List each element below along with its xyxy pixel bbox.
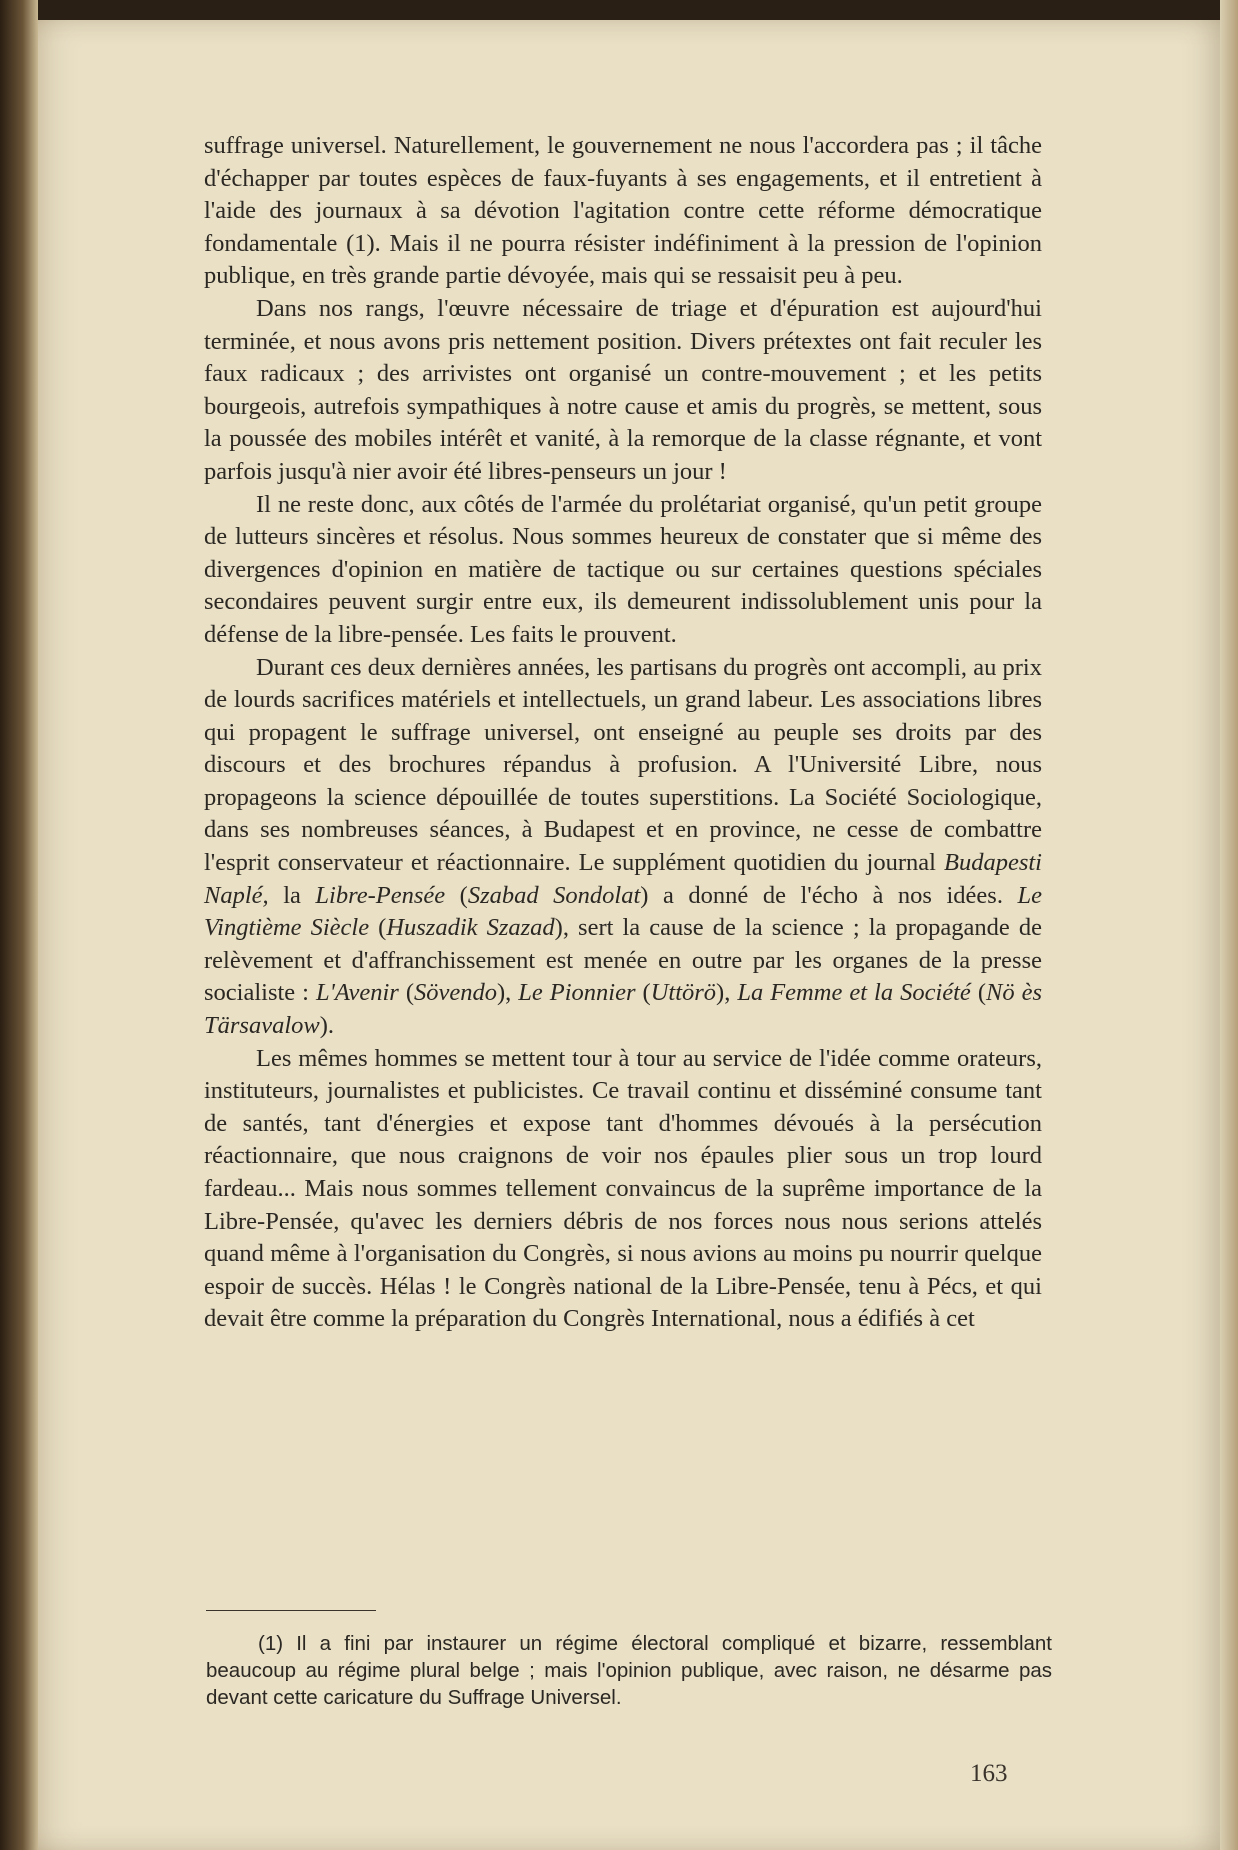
paragraph-5: Les mêmes hommes se mettent tour à tour au service de l'idée comme orateurs, instituteurs, journalistes et publicistes. Ce travail continu et disséminé consume tant de santés, tant d'énergies et expose tant d'hommes dévoués à la persécution réactionnaire, que nous craignons de voir nos épaules plier sous un trop lourd fardeau... Mais nous sommes tellement convaincus de la suprême importance de la Libre-Pensée, qu'avec les derniers débris de nos forces nous nous serions attelés quand même à l'organisation du Congrès, si nous avions au moins pu nourrir quelque espoir de succès. Hélas ! le Congrès national de la Libre-Pensée, tenu à Pécs, et qui devait être comme la préparation du Congrès International, nous a édifiés à cet xyxy=(204,1044,1042,1333)
text-run: ). xyxy=(319,1012,335,1040)
body-text xyxy=(204,130,1042,1336)
italic-title: La Femme et la Société xyxy=(737,979,971,1007)
paragraph-3: Il ne reste donc, aux côtés de l'armée du prolétariat organisé, qu'un petit groupe de lutteurs sincères et résolus. Nous sommes heureux de constater que si même des divergences d'opinion en matière de tactique ou sur certaines questions spéciales secondaires peuvent surgir entre eux, ils demeurent indissolublement unis pour la défense de la libre-pensée. Les faits le prouvent. xyxy=(204,490,1042,648)
binding-shadow xyxy=(0,0,38,1850)
text-run: ), xyxy=(716,979,738,1007)
italic-title: Le Pionnier xyxy=(518,979,636,1007)
text-run: ), xyxy=(496,979,519,1007)
text-run: ( xyxy=(635,979,651,1007)
italic-title: Budapesti Naplé, xyxy=(204,849,1042,909)
page-number: 163 xyxy=(970,1760,1008,1787)
text-run: ( xyxy=(445,881,468,909)
italic-title: Libre-Pensée xyxy=(315,881,446,909)
footnote-text: (1) Il a fini par instaurer un régime électoral compliqué et bizarre, ressemblant beaucoup au régime plural belge ; mais l'opinion publique, avec raison, ne désarme pas devant cette caricature du Suffrage Universel. xyxy=(206,1632,1052,1709)
italic-title: Huszadik Szazad xyxy=(386,914,555,942)
italic-title: L'Avenir xyxy=(315,979,399,1007)
italic-title: Nö ès Tärsavalow xyxy=(204,979,1042,1040)
italic-title: Sövendo xyxy=(413,979,497,1007)
footnote-rule xyxy=(206,1610,376,1611)
text-run: ( xyxy=(369,914,387,942)
text-run: ), sert la cause de la science ; la propagande de relèvement et d'affranchissement est menée en outre par les organes de la presse socialiste : xyxy=(204,914,1042,1007)
italic-title: Uttörö xyxy=(650,979,717,1007)
footnote xyxy=(206,1630,1052,1711)
paragraph-4 xyxy=(204,652,1042,1043)
italic-title: Le Vingtième Siècle xyxy=(204,881,1042,942)
text-run: ( xyxy=(970,979,986,1007)
paragraph-1: suffrage universel. Naturellement, le gouvernement ne nous l'accordera pas ; il tâche d'échapper par toutes espèces de faux-fuyants à ses engagements, et il entretient à l'aide des journaux à sa dévotion l'agitation contre cette réforme démocratique fondamentale (1). Mais il ne pourra résister indéfiniment à la pression de l'opinion publique, en très grande partie dévoyée, mais qui se ressaisit peu à peu. xyxy=(204,132,1042,290)
text-run: la xyxy=(268,881,316,909)
text-run: Durant ces deux dernières années, les partisans du progrès ont accompli, au prix de lourds sacrifices matériels et intellectuels, un grand labeur. Les associations libres qui propagent le suffrage universel, ont enseigné au peuple ses droits par des discours et des brochures répandus à profusion. A l'Université Libre, nous propageons la science dépouillée de toutes superstitions. La Société Sociologique, dans ses nombreuses séances, à Budapest et en province, ne cesse de combattre l'esprit conservateur et réactionnaire. Le supplément quotidien du journal xyxy=(204,653,1042,877)
italic-title: Szabad Sondolat xyxy=(467,881,641,909)
page-edge xyxy=(1220,0,1238,1850)
paragraph-2: Dans nos rangs, l'œuvre nécessaire de triage et d'épuration est aujourd'hui terminée, et nous avons pris nettement position. Divers prétextes ont fait reculer les faux radicaux ; des arrivistes ont organisé un contre-mouvement ; et les petits bourgeois, autrefois sympathiques à notre cause et amis du progrès, se mettent, sous la poussée des mobiles intérêt et vanité, à la remorque de la classe régnante, et vont parfois jusqu'à nier avoir été libres-penseurs un jour ! xyxy=(204,294,1042,485)
text-run: ( xyxy=(398,979,414,1007)
text-run: ) a donné de l'écho à nos idées. xyxy=(640,881,1018,909)
